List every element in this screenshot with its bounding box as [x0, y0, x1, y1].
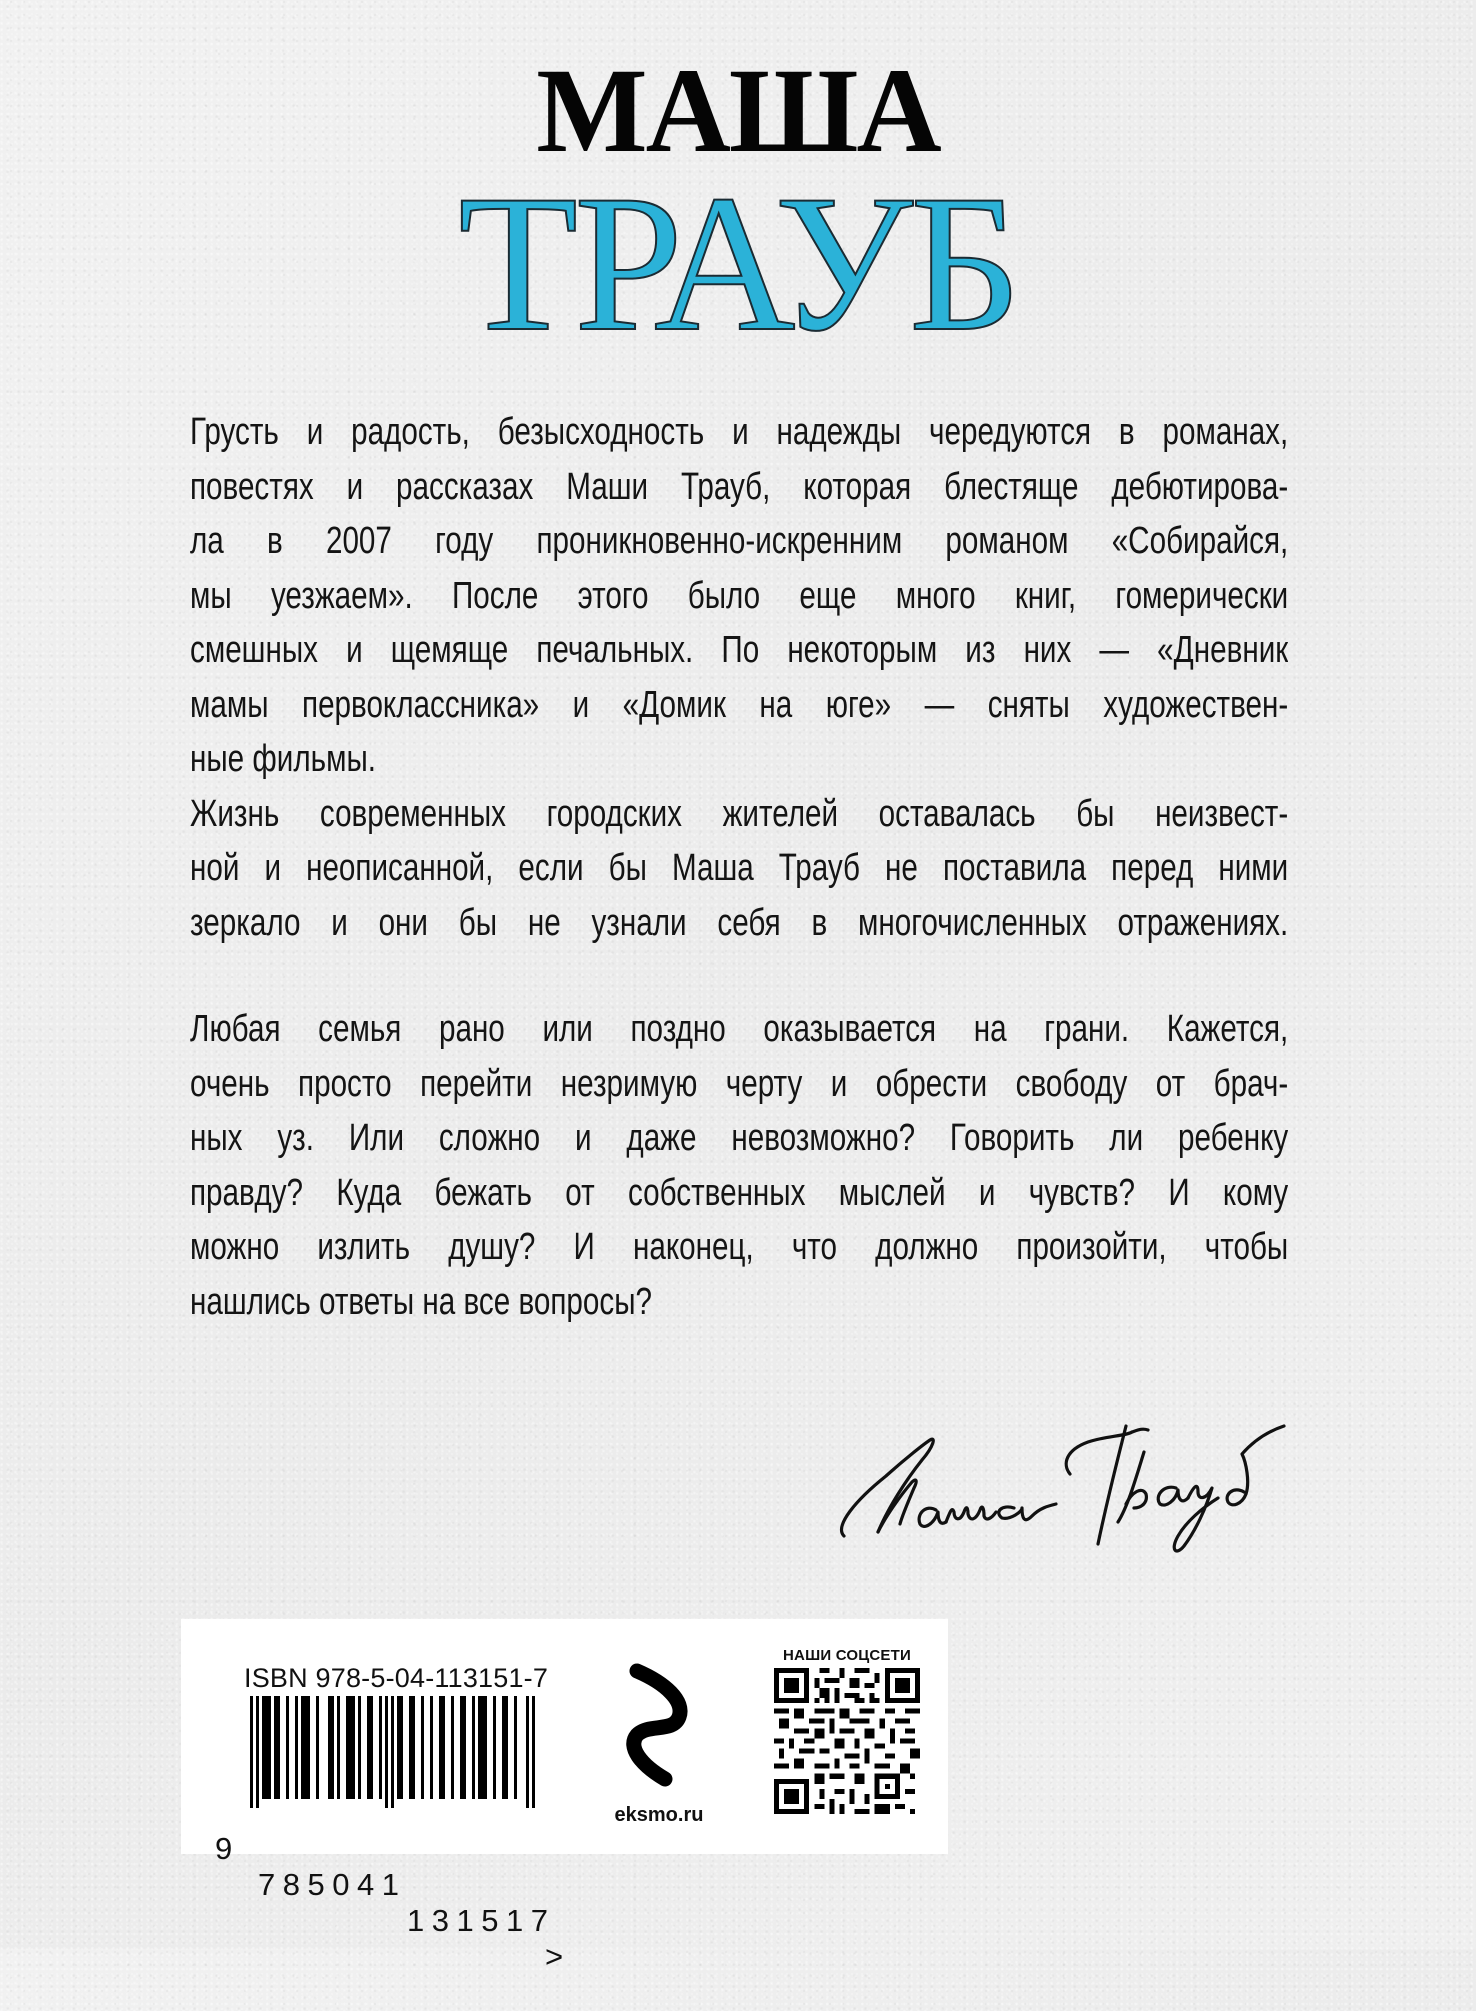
blurb-line: зеркало и они бы не узнали себя в многочисленных отражениях.: [190, 901, 1288, 944]
blurb-line: ных уз. Или сложно и даже невозможно? Говорить ли ребенку: [190, 1117, 1288, 1159]
blurb-line: Жизнь современных городских жителей оставалась бы неизвест-: [190, 792, 1288, 835]
barcode-icon: [250, 1696, 540, 1808]
blurb-line: ла в 2007 году проникновенно-искренним романом «Собирайся,: [190, 520, 1288, 562]
blurb-line: мамы первоклассника» и «Домик на юге» — сняты художествен-: [190, 683, 1288, 726]
blurb-paragraph-1: [190, 405, 1288, 950]
barcode-digits-right: 131517: [407, 1903, 556, 1938]
qr-code-icon[interactable]: [774, 1668, 920, 1814]
author-last-name: ТРАУБ: [458, 155, 1018, 372]
social-label: НАШИ СОЦСЕТИ: [783, 1647, 911, 1664]
signature-icon: [826, 1408, 1286, 1568]
barcode-digits-left: 785041: [258, 1867, 407, 1902]
author-first-name: МАША: [536, 43, 940, 178]
barcode-digits: [215, 1795, 564, 1974]
publisher-site-link[interactable]: eksmo.ru: [614, 1804, 704, 1826]
blurb-line: нашлись ответы на все вопросы?: [190, 1280, 652, 1323]
barcode-digit-first: 9: [215, 1831, 233, 1866]
imprint-box: [181, 1619, 948, 1974]
blurb-line: повестях и рассказах Маши Трауб, которая блестяще дебютирова-: [190, 465, 1288, 508]
barcode-quiet-zone-marker: >: [545, 1939, 564, 1974]
blurb-line: Любая семья рано или поздно оказывается на грани. Кажется,: [190, 1008, 1288, 1050]
blurb-line: ной и неописанной, если бы Маша Трауб не поставила перед ними: [190, 847, 1288, 889]
blurb-line: Грусть и радость, безысходность и надежды чередуются в романах,: [190, 411, 1288, 453]
eksmo-logo-icon: [621, 1661, 697, 1791]
blurb-line: очень просто перейти незримую черту и обрести свободу от брач-: [190, 1062, 1288, 1105]
blurb-line: правду? Куда бежать от собственных мыслей и чувств? И кому: [190, 1171, 1288, 1214]
blurb-line: можно излить душу? И наконец, что должно произойти, чтобы: [190, 1226, 1288, 1268]
blurb-line: мы уезжаем». После этого было еще много книг, гомерически: [190, 574, 1288, 617]
blurb-line: смешных и щемяще печальных. По некоторым из них — «Дневник: [190, 629, 1288, 671]
blurb-line: ные фильмы.: [190, 738, 376, 780]
blurb-paragraph-2: [190, 1002, 1288, 1329]
isbn-label: ISBN 978-5-04-113151-7: [244, 1663, 549, 1693]
